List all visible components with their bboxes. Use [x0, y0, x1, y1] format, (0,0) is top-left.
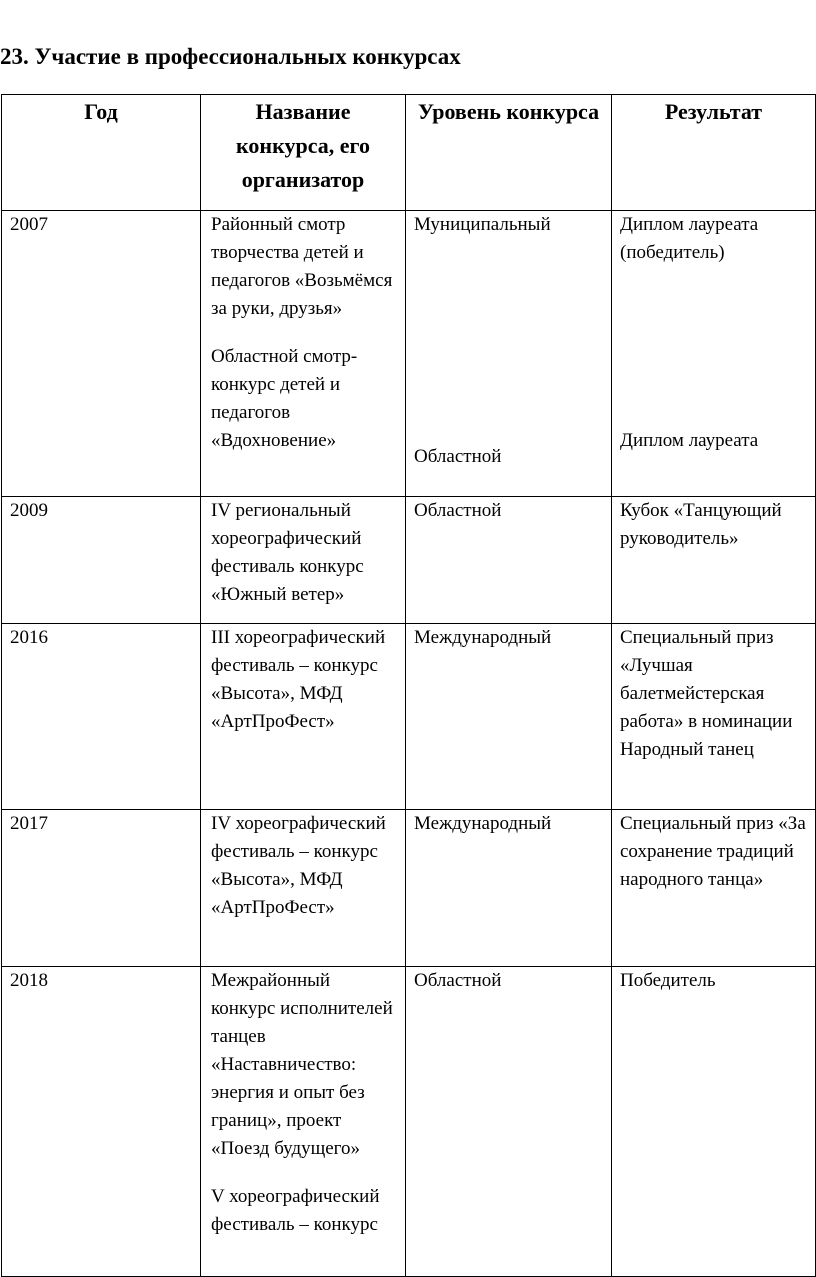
cell-contest-name	[201, 211, 406, 497]
cell-contest-level	[406, 211, 612, 497]
contest-level-text: Международный	[414, 627, 552, 648]
result-text: Победитель	[620, 970, 716, 991]
contest-level-text: Областной	[414, 970, 502, 991]
cell-result	[612, 211, 816, 497]
cell-contest-name	[201, 497, 406, 624]
cell-contest-level	[406, 967, 612, 1277]
cell-contest-name	[201, 624, 406, 810]
contest-level-text: Муниципальный	[414, 214, 551, 235]
cell-contest-name	[201, 810, 406, 967]
cell-year: 2016	[2, 624, 201, 810]
paragraph-gap	[209, 323, 397, 343]
contest-name-text: Межрайонный конкурс исполнителей танцев «Наставничество: энергия и опыт без границ», проект «Поезд будущего»	[211, 970, 393, 1159]
contest-level-text: Областной	[414, 446, 502, 467]
cell-contest-level	[406, 810, 612, 967]
result-text: Кубок «Танцующий руководитель»	[620, 500, 782, 549]
header-year: Год	[2, 95, 201, 211]
cell-year: 2018	[2, 967, 201, 1277]
result-text: Диплом лауреата (победитель)	[620, 214, 759, 263]
document-title: 23. Участие в профессиональных конкурсах	[0, 44, 461, 69]
paragraph-gap	[209, 1163, 397, 1183]
cell-contest-level	[406, 624, 612, 810]
result-text: Диплом лауреата	[620, 430, 759, 451]
cell-year: 2007	[2, 211, 201, 497]
cell-result	[612, 497, 816, 624]
header-contest-level: Уровень конкурса	[406, 95, 612, 211]
cell-contest-level	[406, 497, 612, 624]
contest-level-text: Областной	[414, 500, 502, 521]
table-row	[2, 810, 816, 967]
contest-name-text: Районный смотр творчества детей и педагогов «Возьмёмся за руки, друзья»	[211, 214, 393, 319]
table-row	[2, 967, 816, 1277]
cell-year: 2017	[2, 810, 201, 967]
cell-result	[612, 967, 816, 1277]
cell-contest-name	[201, 967, 406, 1277]
contest-name-text: IV хореографический фестиваль – конкурс «Высота», МФД «АртПроФест»	[211, 813, 386, 918]
cell-result	[612, 810, 816, 967]
table-header-row	[2, 95, 816, 211]
contest-name-text: III хореографический фестиваль – конкурс «Высота», МФД «АртПроФест»	[211, 627, 386, 732]
table-row	[2, 624, 816, 810]
contests-table	[1, 94, 816, 1277]
contest-level-text: Международный	[414, 813, 552, 834]
contest-name-text: Областной смотр-конкурс детей и педагогов «Вдохновение»	[211, 346, 358, 451]
result-text: Специальный приз «За сохранение традиций народного танца»	[620, 813, 806, 890]
cell-year: 2009	[2, 497, 201, 624]
result-text: Специальный приз «Лучшая балетмейстерская работа» в номинации Народный танец	[620, 627, 793, 760]
contest-name-text: IV региональный хореографический фестиваль конкурс «Южный ветер»	[211, 500, 364, 605]
table-row	[2, 497, 816, 624]
cell-result	[612, 624, 816, 810]
table-row	[2, 211, 816, 497]
contest-name-text: V хореографический фестиваль – конкурс	[211, 1186, 380, 1235]
header-result: Результат	[612, 95, 816, 211]
header-contest-name: Название конкурса, его организатор	[201, 95, 406, 211]
